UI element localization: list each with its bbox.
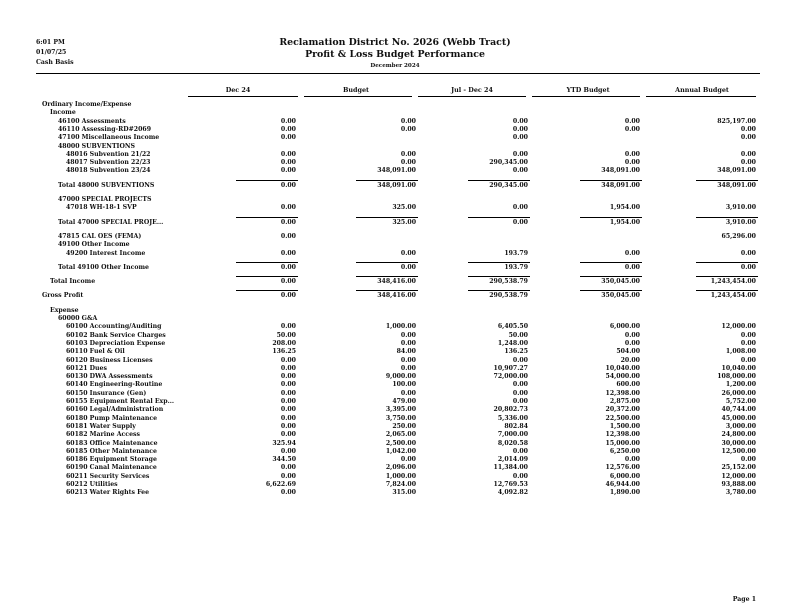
row-value: 0.00	[740, 339, 756, 347]
total-rule	[236, 180, 298, 181]
row-label: 60211 Security Services	[66, 472, 150, 480]
row-value: 0.00	[280, 125, 296, 133]
total-rule	[236, 276, 298, 277]
row-value: 0.00	[280, 447, 296, 455]
row-label: Total Income	[50, 278, 96, 286]
row-value: 0.00	[280, 398, 296, 405]
row-value: 0.00	[512, 218, 528, 226]
total-rule	[356, 262, 418, 263]
row-label: 48016 Subvention 21/22	[66, 150, 151, 158]
row-label: 60212 Utilities	[66, 481, 118, 488]
row-label: Total 47000 SPECIAL PROJE...	[58, 218, 164, 226]
row-value: 0.00	[400, 150, 416, 158]
total-rule	[580, 262, 642, 263]
table-row	[0, 348, 792, 356]
table-row	[0, 219, 792, 227]
row-value: 0.00	[280, 381, 296, 389]
row-value: 208.00	[272, 339, 296, 347]
row-value: 0.00	[400, 159, 416, 167]
row-value: 325.00	[392, 204, 416, 212]
row-value: 504.00	[616, 348, 640, 356]
row-value: 40,744.00	[721, 406, 756, 414]
table-row	[0, 464, 792, 472]
total-rule	[356, 276, 418, 277]
row-value: 0.00	[624, 263, 640, 271]
row-value: 6,000.00	[609, 472, 640, 480]
table-row	[0, 381, 792, 389]
row-value: 0.00	[740, 134, 756, 142]
row-label: 60130 DWA Assessments	[66, 373, 153, 381]
table-row	[0, 489, 792, 497]
table-row	[0, 398, 792, 406]
row-value: 8,020.58	[497, 439, 528, 447]
row-label: 60182 Marine Access	[66, 431, 140, 439]
row-value: 0.00	[740, 249, 756, 257]
row-value: 0.00	[280, 406, 296, 414]
row-value: 0.00	[512, 381, 528, 389]
row-value: 0.00	[280, 181, 296, 189]
row-label: 60103 Depreciation Expense	[66, 339, 166, 347]
table-row	[0, 134, 792, 142]
row-label: 60110 Fuel & Oil	[66, 348, 125, 356]
table-row	[0, 431, 792, 439]
row-value: 348,091.00	[717, 181, 756, 189]
row-value: 0.00	[624, 331, 640, 339]
row-value: 20.00	[620, 356, 640, 364]
row-value: 350,045.00	[601, 292, 640, 300]
row-value: 12,000.00	[721, 472, 756, 480]
row-value: 0.00	[280, 373, 296, 381]
row-value: 65,296.00	[721, 232, 756, 240]
row-value: 0.00	[280, 218, 296, 226]
row-value: 479.00	[392, 398, 416, 405]
row-value: 0.00	[624, 159, 640, 167]
table-row	[0, 167, 792, 175]
row-value: 136.25	[272, 348, 296, 356]
row-value: 0.00	[624, 150, 640, 158]
page-number: Page 1	[732, 596, 756, 603]
column-header: YTD Budget	[566, 86, 610, 94]
total-rule	[580, 276, 642, 277]
row-value: 1,042.00	[385, 447, 416, 455]
row-value: 0.00	[280, 117, 296, 125]
row-value: 1,954.00	[609, 218, 640, 226]
column-header: Dec 24	[225, 86, 251, 94]
row-value: 15,000.00	[605, 439, 640, 447]
row-value: 325.94	[272, 439, 296, 447]
table-row	[0, 109, 792, 117]
print-time: 6:01 PM	[36, 39, 65, 46]
row-value: 0.00	[280, 389, 296, 397]
row-value: 0.00	[512, 398, 528, 405]
row-value: 24,800.00	[721, 431, 756, 439]
row-label: 60181 Water Supply	[66, 422, 136, 430]
table-row	[0, 143, 792, 151]
row-value: 12,398.00	[605, 389, 640, 397]
row-label: 60100 Accounting/Auditing	[66, 323, 162, 331]
row-value: 325.00	[392, 218, 416, 226]
row-label: 46100 Assessments	[58, 117, 126, 125]
row-value: 0.00	[280, 464, 296, 472]
row-value: 100.00	[392, 381, 416, 389]
report-title: Profit & Loss Budget Performance	[305, 49, 485, 60]
row-value: 0.00	[740, 159, 756, 167]
row-value: 2,014.09	[497, 456, 528, 464]
row-value: 20,372.00	[605, 406, 640, 414]
table-row	[0, 473, 792, 481]
table-row	[0, 423, 792, 431]
row-value: 12,769.53	[493, 481, 528, 488]
row-value: 0.00	[512, 150, 528, 158]
table-row	[0, 204, 792, 212]
row-value: 0.00	[512, 389, 528, 397]
row-value: 0.00	[740, 331, 756, 339]
total-rule	[696, 290, 758, 291]
column-header-rule	[304, 96, 412, 97]
table-row	[0, 365, 792, 373]
row-value: 290,538.79	[489, 292, 528, 300]
table-row	[0, 415, 792, 423]
row-value: 1,200.00	[725, 381, 756, 389]
row-value: 0.00	[400, 249, 416, 257]
total-rule	[356, 180, 418, 181]
row-value: 348,416.00	[377, 292, 416, 300]
row-value: 72,000.00	[493, 373, 528, 381]
total-rule	[580, 290, 642, 291]
total-rule	[236, 217, 298, 218]
row-value: 1,500.00	[609, 422, 640, 430]
row-label: 47000 SPECIAL PROJECTS	[58, 196, 152, 203]
row-value: 193.79	[504, 249, 528, 257]
total-rule	[696, 217, 758, 218]
row-label: 47018 WH-18-1 SVP	[66, 204, 137, 212]
row-value: 2,096.00	[385, 464, 416, 472]
row-label: 47100 Miscellaneous Income	[58, 134, 160, 142]
row-value: 3,395.00	[385, 406, 416, 414]
row-label: 48018 Subvention 23/24	[66, 167, 151, 175]
row-value: 0.00	[280, 472, 296, 480]
row-value: 1,243,454.00	[710, 292, 756, 300]
row-label: 60160 Legal/Administration	[66, 406, 164, 414]
row-value: 6,250.00	[609, 447, 640, 455]
row-value: 0.00	[624, 125, 640, 133]
row-value: 0.00	[512, 356, 528, 364]
row-value: 348,091.00	[377, 181, 416, 189]
report-title-block	[240, 37, 550, 71]
table-row	[0, 159, 792, 167]
row-value: 1,954.00	[609, 204, 640, 212]
column-header-rule	[532, 96, 640, 97]
total-rule	[468, 217, 530, 218]
row-label: 46110 Assessing-RD#2069	[58, 125, 152, 133]
row-value: 290,345.00	[489, 181, 528, 189]
row-label: Income	[50, 109, 76, 117]
table-row	[0, 196, 792, 204]
row-value: 93,888.00	[721, 481, 756, 488]
row-value: 348,091.00	[601, 167, 640, 175]
row-value: 26,000.00	[721, 389, 756, 397]
row-value: 1,008.00	[725, 348, 756, 356]
row-value: 0.00	[512, 167, 528, 175]
row-value: 12,000.00	[721, 323, 756, 331]
row-value: 50.00	[276, 331, 296, 339]
row-value: 11,384.00	[493, 464, 528, 472]
row-value: 5,336.00	[497, 414, 528, 422]
column-header: Jul - Dec 24	[451, 86, 493, 94]
row-label: 60150 Insurance (Gen)	[66, 389, 147, 397]
row-value: 3,000.00	[725, 422, 756, 430]
row-value: 7,000.00	[497, 431, 528, 439]
row-label: Gross Profit	[42, 292, 84, 300]
row-value: 0.00	[512, 125, 528, 133]
table-row	[0, 241, 792, 249]
row-value: 348,091.00	[377, 167, 416, 175]
company-name: Reclamation District No. 2026 (Webb Tract)	[279, 37, 511, 48]
row-value: 348,091.00	[601, 181, 640, 189]
total-rule	[696, 180, 758, 181]
row-value: 600.00	[616, 381, 640, 389]
total-rule	[356, 217, 418, 218]
row-value: 0.00	[400, 263, 416, 271]
row-label: Total 49100 Other Income	[58, 263, 149, 271]
row-label: 60140 Engineering-Routine	[66, 381, 163, 389]
total-rule	[468, 262, 530, 263]
row-value: 0.00	[280, 134, 296, 142]
row-value: 0.00	[280, 364, 296, 372]
table-row	[0, 406, 792, 414]
row-value: 3,780.00	[725, 489, 756, 497]
row-label: 49200 Interest Income	[66, 249, 146, 257]
total-rule	[236, 290, 298, 291]
accounting-basis: Cash Basis	[36, 59, 74, 66]
table-row	[0, 373, 792, 381]
column-header-rule	[418, 96, 526, 97]
table-row	[0, 323, 792, 331]
row-value: 3,750.00	[385, 414, 416, 422]
row-value: 348,416.00	[377, 278, 416, 286]
row-value: 3,910.00	[725, 204, 756, 212]
row-value: 12,398.00	[605, 431, 640, 439]
row-label: Total 48000 SUBVENTIONS	[58, 181, 155, 189]
row-value: 6,622.69	[265, 481, 296, 488]
row-value: 0.00	[512, 134, 528, 142]
row-value: 0.00	[740, 125, 756, 133]
row-value: 0.00	[740, 356, 756, 364]
row-value: 0.00	[400, 364, 416, 372]
row-value: 6,405.50	[497, 323, 528, 331]
table-row	[0, 481, 792, 489]
row-value: 344.50	[272, 456, 296, 464]
row-value: 0.00	[512, 472, 528, 480]
total-rule	[696, 276, 758, 277]
row-value: 10,040.00	[605, 364, 640, 372]
column-header-rule	[188, 96, 298, 97]
row-value: 0.00	[280, 323, 296, 331]
row-value: 0.00	[280, 431, 296, 439]
header-divider	[36, 73, 760, 74]
table-row	[0, 332, 792, 340]
table-row	[0, 440, 792, 448]
table-row	[0, 340, 792, 348]
row-value: 46,944.00	[605, 481, 640, 488]
table-row	[0, 448, 792, 456]
table-row	[0, 118, 792, 126]
row-value: 20,802.73	[493, 406, 528, 414]
row-label: 60185 Other Maintenance	[66, 447, 157, 455]
row-value: 45,000.00	[721, 414, 756, 422]
row-value: 0.00	[400, 117, 416, 125]
row-value: 0.00	[400, 456, 416, 464]
report-period: December 2024	[370, 63, 420, 69]
row-value: 2,065.00	[385, 431, 416, 439]
row-value: 0.00	[624, 249, 640, 257]
column-header-rule	[646, 96, 756, 97]
table-row	[0, 456, 792, 464]
row-value: 2,875.00	[609, 398, 640, 405]
row-value: 0.00	[280, 150, 296, 158]
table-row	[0, 233, 792, 241]
row-value: 0.00	[280, 249, 296, 257]
table-row	[0, 357, 792, 365]
total-rule	[696, 262, 758, 263]
row-value: 0.00	[280, 414, 296, 422]
row-value: 10,040.00	[721, 364, 756, 372]
row-value: 2,500.00	[385, 439, 416, 447]
row-label: 48000 SUBVENTIONS	[58, 142, 135, 150]
total-rule	[356, 290, 418, 291]
table-row	[0, 101, 792, 109]
table-row	[0, 250, 792, 258]
row-value: 4,092.82	[497, 489, 528, 497]
row-value: 0.00	[624, 117, 640, 125]
row-value: 0.00	[740, 456, 756, 464]
row-value: 30,000.00	[721, 439, 756, 447]
table-row	[0, 307, 792, 315]
row-value: 0.00	[280, 278, 296, 286]
row-value: 5,752.00	[725, 398, 756, 405]
row-value: 136.25	[504, 348, 528, 356]
row-value: 9,000.00	[385, 373, 416, 381]
row-value: 0.00	[280, 263, 296, 271]
table-row	[0, 278, 792, 286]
total-rule	[580, 180, 642, 181]
row-value: 1,248.00	[497, 339, 528, 347]
table-row	[0, 315, 792, 323]
row-value: 0.00	[624, 456, 640, 464]
row-label: 60180 Pump Maintenance	[66, 414, 158, 422]
row-value: 350,045.00	[601, 278, 640, 286]
row-label: 60000 G&A	[58, 315, 98, 322]
row-value: 193.79	[504, 263, 528, 271]
row-label: Expense	[50, 306, 79, 314]
table-row	[0, 292, 792, 300]
row-value: 348,091.00	[717, 167, 756, 175]
row-value: 0.00	[400, 389, 416, 397]
report-meta	[36, 38, 74, 68]
row-value: 315.00	[392, 489, 416, 497]
table-row	[0, 390, 792, 398]
row-value: 0.00	[400, 339, 416, 347]
row-value: 0.00	[512, 117, 528, 125]
row-label: 49100 Other Income	[58, 241, 130, 249]
row-label: 60186 Equipment Storage	[66, 456, 157, 464]
row-value: 50.00	[508, 331, 528, 339]
column-header: Budget	[342, 86, 369, 94]
row-label: 60190 Canal Maintenance	[66, 464, 157, 472]
row-value: 0.00	[280, 489, 296, 497]
row-label: 60120 Business Licenses	[66, 356, 153, 364]
row-value: 6,000.00	[609, 323, 640, 331]
row-value: 84.00	[396, 348, 416, 356]
row-value: 22,500.00	[605, 414, 640, 422]
row-label: 60213 Water Rights Fee	[66, 489, 150, 497]
total-rule	[236, 262, 298, 263]
row-value: 1,000.00	[385, 323, 416, 331]
row-value: 250.00	[392, 422, 416, 430]
row-value: 290,538.79	[489, 278, 528, 286]
row-label: 60183 Office Maintenance	[66, 439, 158, 447]
total-rule	[580, 217, 642, 218]
row-value: 802.84	[504, 422, 528, 430]
total-rule	[468, 276, 530, 277]
row-value: 1,890.00	[609, 489, 640, 497]
row-value: 0.00	[280, 356, 296, 364]
row-value: 0.00	[400, 125, 416, 133]
row-value: 0.00	[280, 167, 296, 175]
row-value: 0.00	[400, 331, 416, 339]
row-value: 0.00	[280, 292, 296, 300]
row-value: 0.00	[512, 447, 528, 455]
row-value: 0.00	[280, 232, 296, 240]
row-value: 12,576.00	[605, 464, 640, 472]
row-value: 0.00	[400, 356, 416, 364]
table-row	[0, 126, 792, 134]
table-row	[0, 182, 792, 190]
row-label: 60121 Dues	[66, 364, 107, 372]
table-row	[0, 264, 792, 272]
row-value: 0.00	[280, 204, 296, 212]
row-value: 290,345.00	[489, 159, 528, 167]
row-label: 60102 Bank Service Charges	[66, 331, 166, 339]
row-value: 0.00	[740, 150, 756, 158]
row-value: 0.00	[624, 339, 640, 347]
row-value: 12,500.00	[721, 447, 756, 455]
row-value: 0.00	[740, 263, 756, 271]
row-value: 0.00	[280, 159, 296, 167]
row-value: 10,907.27	[493, 364, 528, 372]
row-label: 60155 Equipment Rental Exp...	[66, 398, 175, 405]
row-value: 54,000.00	[605, 373, 640, 381]
row-value: 825,197.00	[717, 117, 756, 125]
row-value: 7,824.00	[385, 481, 416, 488]
column-header: Annual Budget	[675, 86, 729, 94]
total-rule	[468, 290, 530, 291]
row-value: 1,000.00	[385, 472, 416, 480]
row-label: Ordinary Income/Expense	[42, 101, 132, 108]
table-row	[0, 151, 792, 159]
row-value: 3,910.00	[725, 218, 756, 226]
row-label: 47815 CAL OES (FEMA)	[58, 232, 142, 240]
row-value: 25,152.00	[721, 464, 756, 472]
total-rule	[468, 180, 530, 181]
row-value: 1,243,454.00	[710, 278, 756, 286]
print-date: 01/07/25	[36, 49, 67, 56]
row-value: 0.00	[280, 422, 296, 430]
row-label: 48017 Subvention 22/23	[66, 159, 151, 167]
row-value: 108,000.00	[717, 373, 756, 381]
row-value: 0.00	[512, 204, 528, 212]
